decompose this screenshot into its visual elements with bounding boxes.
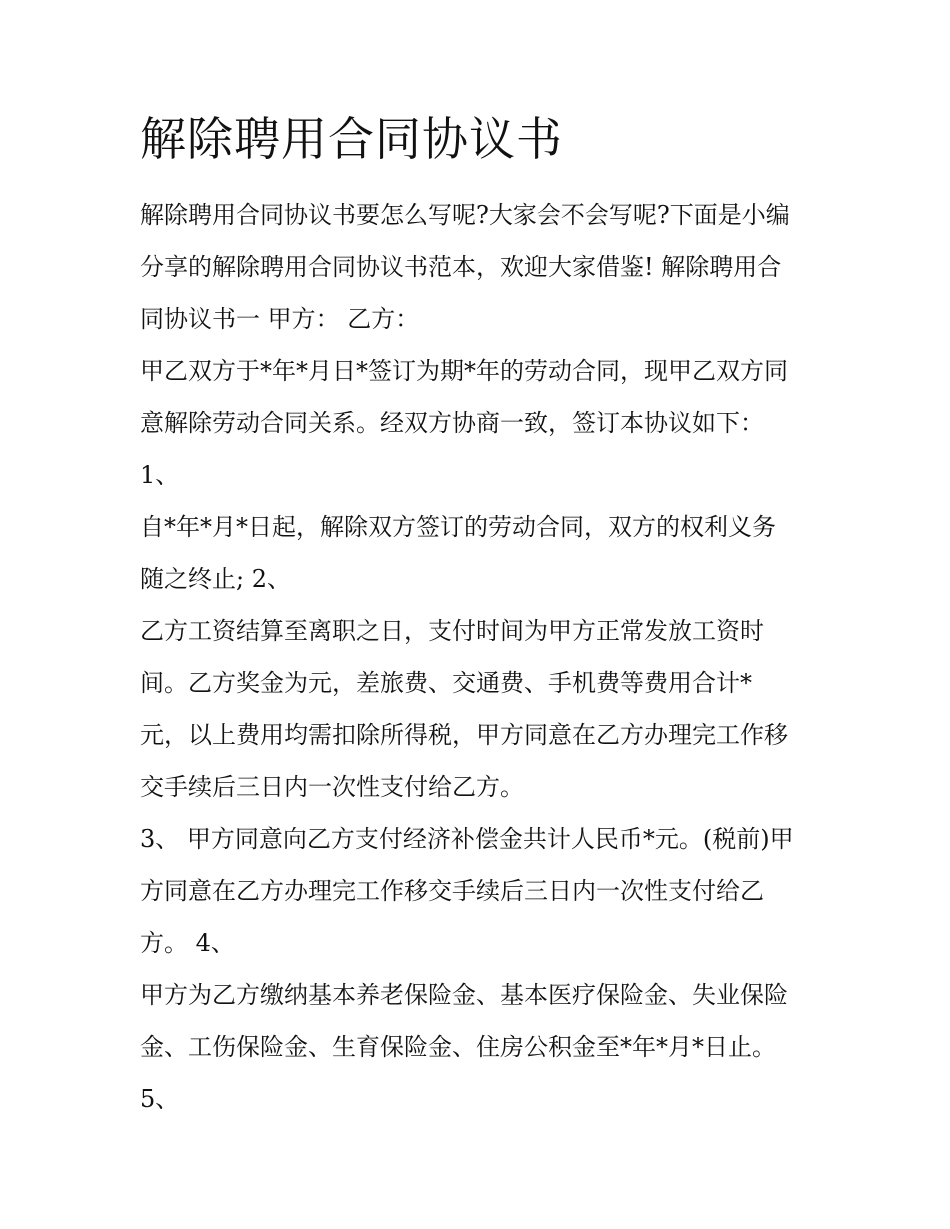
clause-number: 5、	[140, 1085, 180, 1114]
text-line: 自*年*月*日起，解除双方签订的劳动合同，双方的权利义务	[140, 513, 776, 542]
text-line: 间。乙方奖金为元，差旅费、交通费、手机费等费用合计*	[140, 669, 752, 698]
text-line: 分享的解除聘用合同协议书范本，欢迎大家借鉴! 解除聘用合	[140, 253, 782, 282]
text-line: 金、工伤保险金、生育保险金、住房公积金至*年*月*日止。	[140, 1033, 776, 1062]
text-line: 乙方工资结算至离职之日，支付时间为甲方正常发放工资时	[140, 617, 764, 646]
document-body	[140, 189, 820, 1125]
text-line: 方。 4、	[140, 929, 235, 958]
text-line: 3、 甲方同意向乙方支付经济补偿金共计人民币*元。(税前)甲	[140, 825, 794, 854]
text-line: 甲乙双方于*年*月日*签订为期*年的劳动合同，现甲乙双方同	[140, 357, 788, 386]
clause-number: 1、	[140, 461, 180, 490]
text-line: 随之终止; 2、	[140, 565, 291, 594]
text-line: 元，以上费用均需扣除所得税，甲方同意在乙方办理完工作移	[140, 721, 788, 750]
text-line: 同协议书一 甲方： 乙方：	[140, 305, 420, 334]
text-line: 交手续后三日内一次性支付给乙方。	[140, 773, 524, 802]
text-line: 解除聘用合同协议书要怎么写呢?大家会不会写呢?下面是小编	[140, 201, 790, 230]
text-line: 甲方为乙方缴纳基本养老保险金、基本医疗保险金、失业保险	[140, 981, 788, 1010]
text-line: 方同意在乙方办理完工作移交手续后三日内一次性支付给乙	[140, 877, 764, 906]
document-title: 解除聘用合同协议书	[140, 112, 563, 166]
document-page	[140, 112, 820, 1125]
text-line: 意解除劳动合同关系。经双方协商一致，签订本协议如下：	[140, 409, 764, 438]
